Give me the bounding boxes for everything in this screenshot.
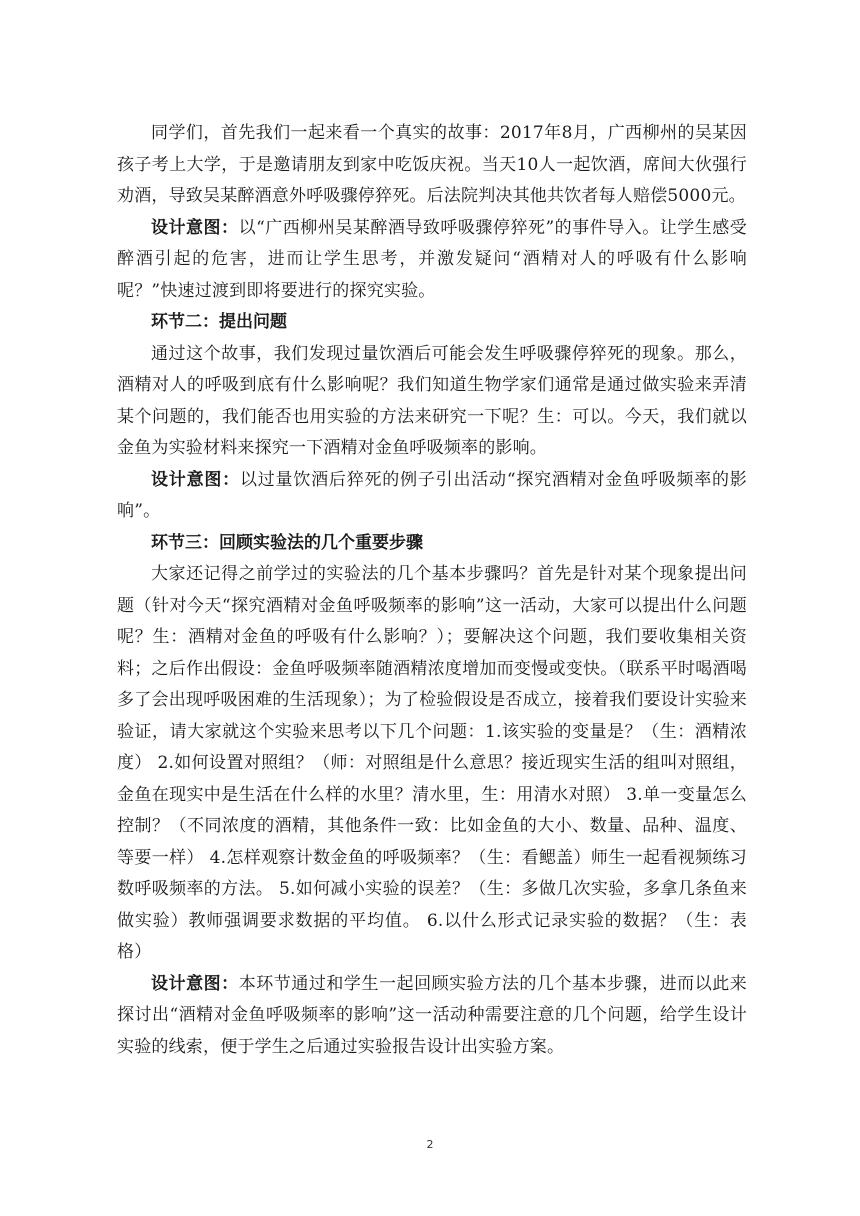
design-intent-2 <box>117 465 747 528</box>
design-intent-text: 本环节通过和学生一起回顾实验方法的几个基本步骤，进而以此来探讨出“酒精对金鱼呼吸频率的影响”这一活动种需要注意的几个问题，给学生设计实验的线索，便于学生之后通过实验报告设计出实验方案。 <box>117 973 747 1057</box>
page-number: 2 <box>426 1138 434 1151</box>
design-intent-label: 设计意图： <box>151 217 239 238</box>
section-heading-2: 环节二：提出问题 <box>151 312 287 332</box>
design-intent-label: 设计意图： <box>151 973 239 994</box>
story-paragraph: 同学们，首先我们一起来看一个真实的故事：2017年8月，广西柳州的吴某因孩子考上大学，于是邀请朋友到家中吃饭庆祝。当天10人一起饮酒，席间大伙强行劝酒，导致吴某醉酒意外呼吸骤停猝死。后法院判决其他共饮者每人赔偿5000元。 <box>117 123 747 206</box>
design-intent-3 <box>117 969 747 1064</box>
design-intent-text: 以“广西柳州吴某醉酒导致呼吸骤停猝死”的事件导入。让学生感受醉酒引起的危害，进而让学生思考，并激发疑问“酒精对人的呼吸有什么影响呢？”快速过渡到即将要进行的探究实验。 <box>117 217 747 301</box>
question-paragraph: 通过这个故事，我们发现过量饮酒后可能会发生呼吸骤停猝死的现象。那么，酒精对人的呼吸到底有什么影响呢？我们知道生物学家们通常是通过做实验来弄清某个问题的，我们能否也用实验的方法来研究一下呢？生：可以。今天，我们就以金鱼为实验材料来探究一下酒精对金鱼呼吸频率的影响。 <box>117 343 747 458</box>
review-steps-paragraph: 大家还记得之前学过的实验法的几个基本步骤吗？首先是针对某个现象提出问题（针对今天“探究酒精对金鱼呼吸频率的影响”这一活动，大家可以提出什么问题呢？生：酒精对金鱼的呼吸有什么影响？）；要解决这个问题，我们要收集相关资料；之后作出假设：金鱼呼吸频率随酒精浓度增加而变慢或变快。（联系平时喝酒喝多了会出现呼吸困难的生活现象）；为了检验假设是否成立，接着我们要设计实验来验证，请大家就这个实验来思考以下几个问题：1.该实验的变量是？（生：酒精浓度） 2.如何设置对照组？（师：对照组是什么意思？接近现实生活的组叫对照组，金鱼在现实中是生活在什么样的水里？清水里，生：用清水对照） 3.单一变量怎么控制？（不同浓度的酒精，其他条件一致：比如金鱼的大小、数量、品种、温度、等要一样） 4.怎样观察计数金鱼的呼吸频率？（生：看鳃盖）师生一起看视频练习数呼吸频率的方法。 5.如何减小实验的误差？（生：多做几次实验，多拿几条鱼来做实验）教师强调要求数据的平均值。 6.以什么形式记录实验的数据？（生：表格） <box>117 564 747 962</box>
design-intent-1 <box>117 213 747 308</box>
design-intent-label: 设计意图： <box>151 469 240 490</box>
document-page <box>117 118 747 1063</box>
section-heading-3: 环节三：回顾实验法的几个重要步骤 <box>151 532 423 553</box>
design-intent-text: 以过量饮酒后猝死的例子引出活动“探究酒精对金鱼呼吸频率的影响”。 <box>117 469 748 521</box>
